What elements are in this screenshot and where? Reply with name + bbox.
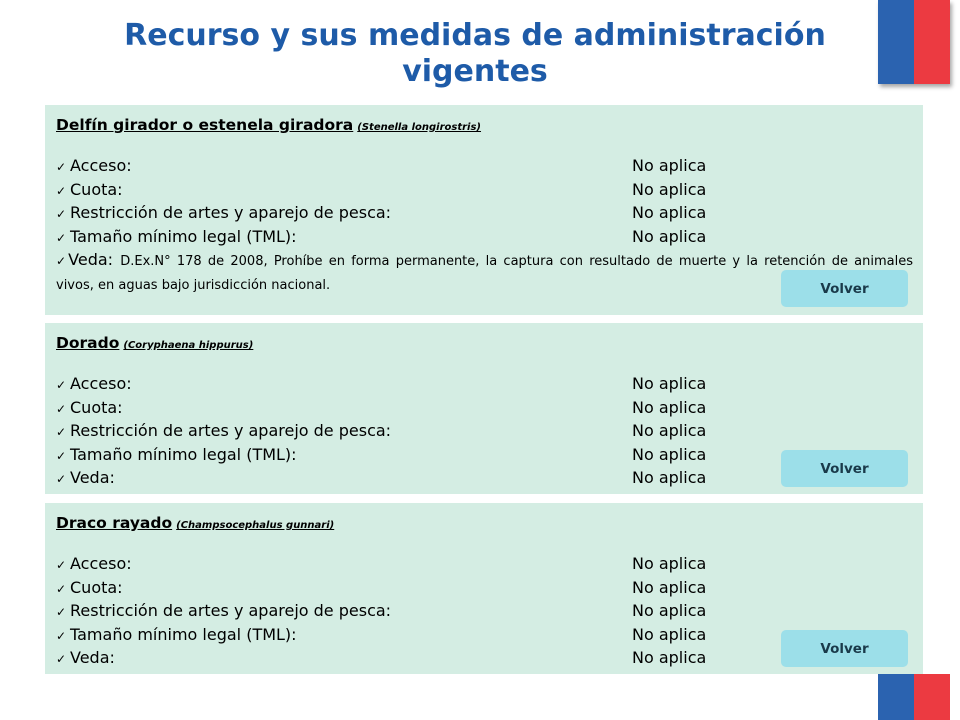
card-title: [56, 333, 913, 356]
flag-blue-band: [878, 674, 914, 720]
item-label: Cuota:: [70, 397, 123, 417]
page-title: Recurso y sus medidas de administración vigentes: [124, 18, 826, 89]
check-icon: ✓: [56, 230, 67, 245]
check-icon: ✓: [56, 448, 67, 463]
item-value: No aplica: [632, 577, 707, 597]
scientific-name: (Stenella longirostris): [357, 122, 482, 133]
item-value: No aplica: [632, 374, 707, 393]
flag-red-band: [914, 0, 950, 84]
check-icon: ✓: [56, 183, 67, 198]
item-label: Restricción de artes y aparejo de pesca:: [70, 421, 392, 440]
check-icon: ✓: [56, 628, 67, 643]
check-icon: ✓: [56, 378, 67, 392]
item-value: No aplica: [632, 624, 707, 644]
list-item: [56, 420, 913, 444]
item-label: Tamaño mínimo legal (TML):: [70, 624, 297, 644]
item-label: Acceso:: [70, 374, 132, 393]
list-item: [56, 553, 913, 577]
item-value: No aplica: [632, 554, 707, 573]
item-label: Acceso:: [70, 554, 132, 573]
item-label: Tamaño mínimo legal (TML):: [70, 226, 297, 246]
veda-detail: D.Ex.N° 178 de 2008, Prohíbe en forma permanente, la captura con resultado de muerte y la retención de animales vivos, en aguas bajo jurisdicción nacional.: [56, 254, 913, 293]
resource-card-draco: [45, 503, 923, 674]
item-value: No aplica: [632, 648, 707, 667]
item-value: No aplica: [632, 179, 707, 199]
check-icon: ✓: [56, 605, 67, 619]
list-item: [56, 226, 913, 250]
check-icon: ✓: [56, 254, 69, 268]
item-value: No aplica: [632, 156, 707, 175]
item-value: No aplica: [632, 203, 707, 222]
item-label: Acceso:: [70, 156, 132, 175]
card-title: [56, 513, 913, 536]
list-item: [56, 397, 913, 421]
species-name: Dorado: [56, 334, 120, 352]
scientific-name: (Coryphaena hippurus): [123, 340, 254, 351]
check-icon: ✓: [56, 160, 67, 174]
item-label: Cuota:: [70, 179, 123, 199]
volver-button[interactable]: Volver: [781, 450, 908, 487]
list-item: [56, 179, 913, 203]
check-icon: ✓: [56, 472, 67, 486]
list-item: [56, 600, 913, 624]
resource-card-delfin: [45, 105, 923, 315]
list-item: [56, 202, 913, 226]
item-label: Cuota:: [70, 577, 123, 597]
item-value: No aplica: [632, 397, 707, 417]
list-item: [56, 155, 913, 179]
item-value: No aplica: [632, 444, 707, 464]
check-icon: ✓: [56, 401, 67, 416]
item-label: Restricción de artes y aparejo de pesca:: [70, 601, 392, 620]
card-title: [56, 115, 913, 138]
item-value: No aplica: [632, 226, 707, 246]
flag-red-band: [914, 674, 950, 720]
species-name: Delfín girador o estenela giradora: [56, 116, 354, 134]
list-item: [56, 373, 913, 397]
check-icon: ✓: [56, 207, 67, 221]
volver-button[interactable]: Volver: [781, 270, 908, 307]
item-label: Restricción de artes y aparejo de pesca:: [70, 203, 392, 222]
item-value: No aplica: [632, 421, 707, 440]
check-icon: ✓: [56, 425, 67, 439]
species-name: Draco rayado: [56, 514, 173, 532]
item-value: No aplica: [632, 468, 707, 487]
veda-label: Veda:: [68, 250, 114, 269]
scientific-name: (Champsocephalus gunnari): [176, 520, 335, 531]
check-icon: ✓: [56, 652, 67, 666]
flag-decoration-bottom: [878, 674, 950, 720]
item-label: Veda:: [70, 468, 115, 487]
item-label: Tamaño mínimo legal (TML):: [70, 444, 297, 464]
item-value: No aplica: [632, 601, 707, 620]
volver-button[interactable]: Volver: [781, 630, 908, 667]
check-icon: ✓: [56, 558, 67, 572]
check-icon: ✓: [56, 581, 67, 596]
list-item: [56, 577, 913, 601]
resource-card-dorado: [45, 323, 923, 494]
item-label: Veda:: [70, 648, 115, 667]
